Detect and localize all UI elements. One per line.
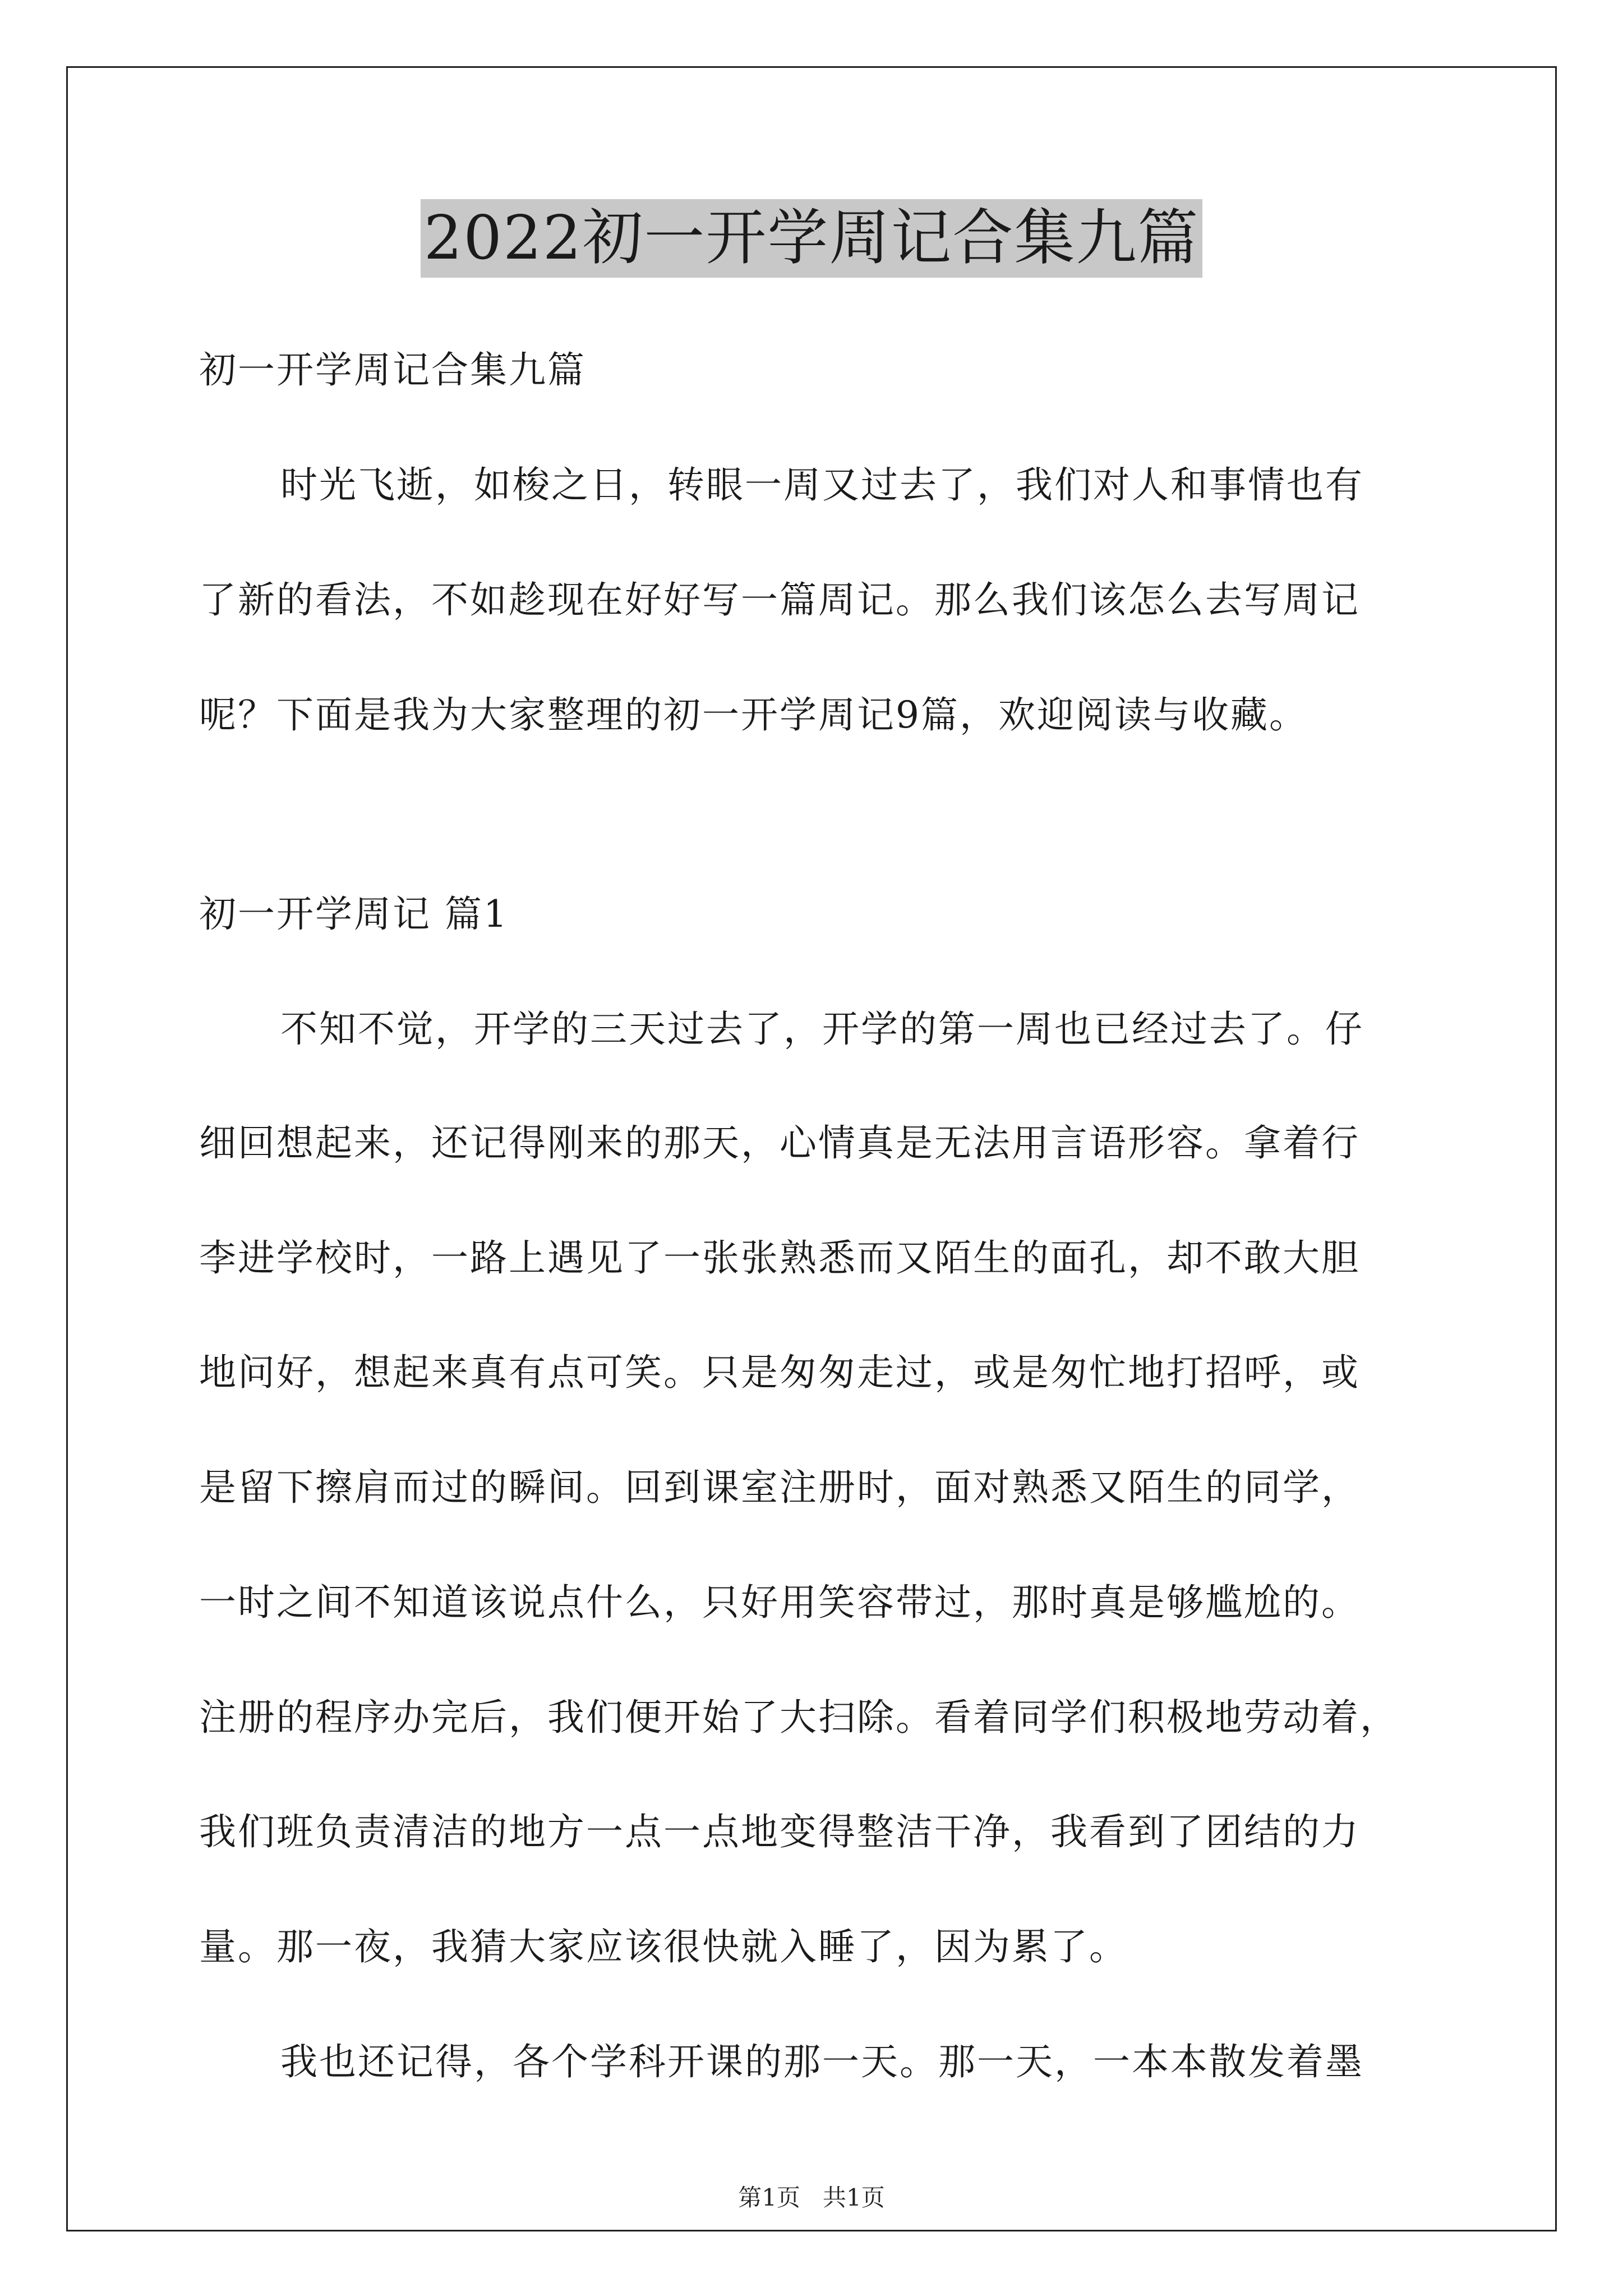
section-heading: 初一开学周记 篇1	[199, 892, 509, 936]
intro-line: 呢？下面是我为大家整理的初一开学周记9篇，欢迎阅读与收藏。	[199, 693, 1308, 737]
page-footer: 第1页 共1页	[738, 2184, 885, 2211]
paragraph-line: 细回想起来，还记得刚来的那天，心情真是无法用言语形容。拿着行	[199, 1121, 1360, 1165]
paragraph-line: 地问好，想起来真有点可笑。只是匆匆走过，或是匆忙地打招呼，或	[199, 1351, 1360, 1394]
paragraph-line: 一时之间不知道该说点什么，只好用笑容带过，那时真是够尴尬的。	[199, 1581, 1360, 1624]
document-title: 2022初一开学周记合集九篇	[421, 199, 1203, 278]
paragraph-line: 量。那一夜，我猜大家应该很快就入睡了，因为累了。	[199, 1925, 1128, 1968]
intro-line: 了新的看法，不如趁现在好好写一篇周记。那么我们该怎么去写周记	[199, 578, 1360, 622]
paragraph-line: 不知不觉，开学的三天过去了，开学的第一周也已经过去了。仔	[280, 1007, 1364, 1051]
paragraph-line: 是留下擦肩而过的瞬间。回到课室注册时，面对熟悉又陌生的同学，	[199, 1466, 1360, 1509]
paragraph-line: 我也还记得，各个学科开课的那一天。那一天，一本本散发着墨	[280, 2040, 1364, 2083]
paragraph-line: 我们班负责清洁的地方一点一点地变得整洁干净，我看到了团结的力	[199, 1810, 1360, 1853]
intro-line: 时光飞逝，如梭之日，转眼一周又过去了，我们对人和事情也有	[280, 463, 1364, 507]
paragraph-line: 注册的程序办完后，我们便开始了大扫除。看着同学们积极地劳动着，	[199, 1696, 1399, 1739]
paragraph-line: 李进学校时，一路上遇见了一张张熟悉而又陌生的面孔，却不敢大胆	[199, 1236, 1360, 1280]
title-container	[0, 199, 1623, 278]
document-subtitle: 初一开学周记合集九篇	[199, 348, 586, 392]
